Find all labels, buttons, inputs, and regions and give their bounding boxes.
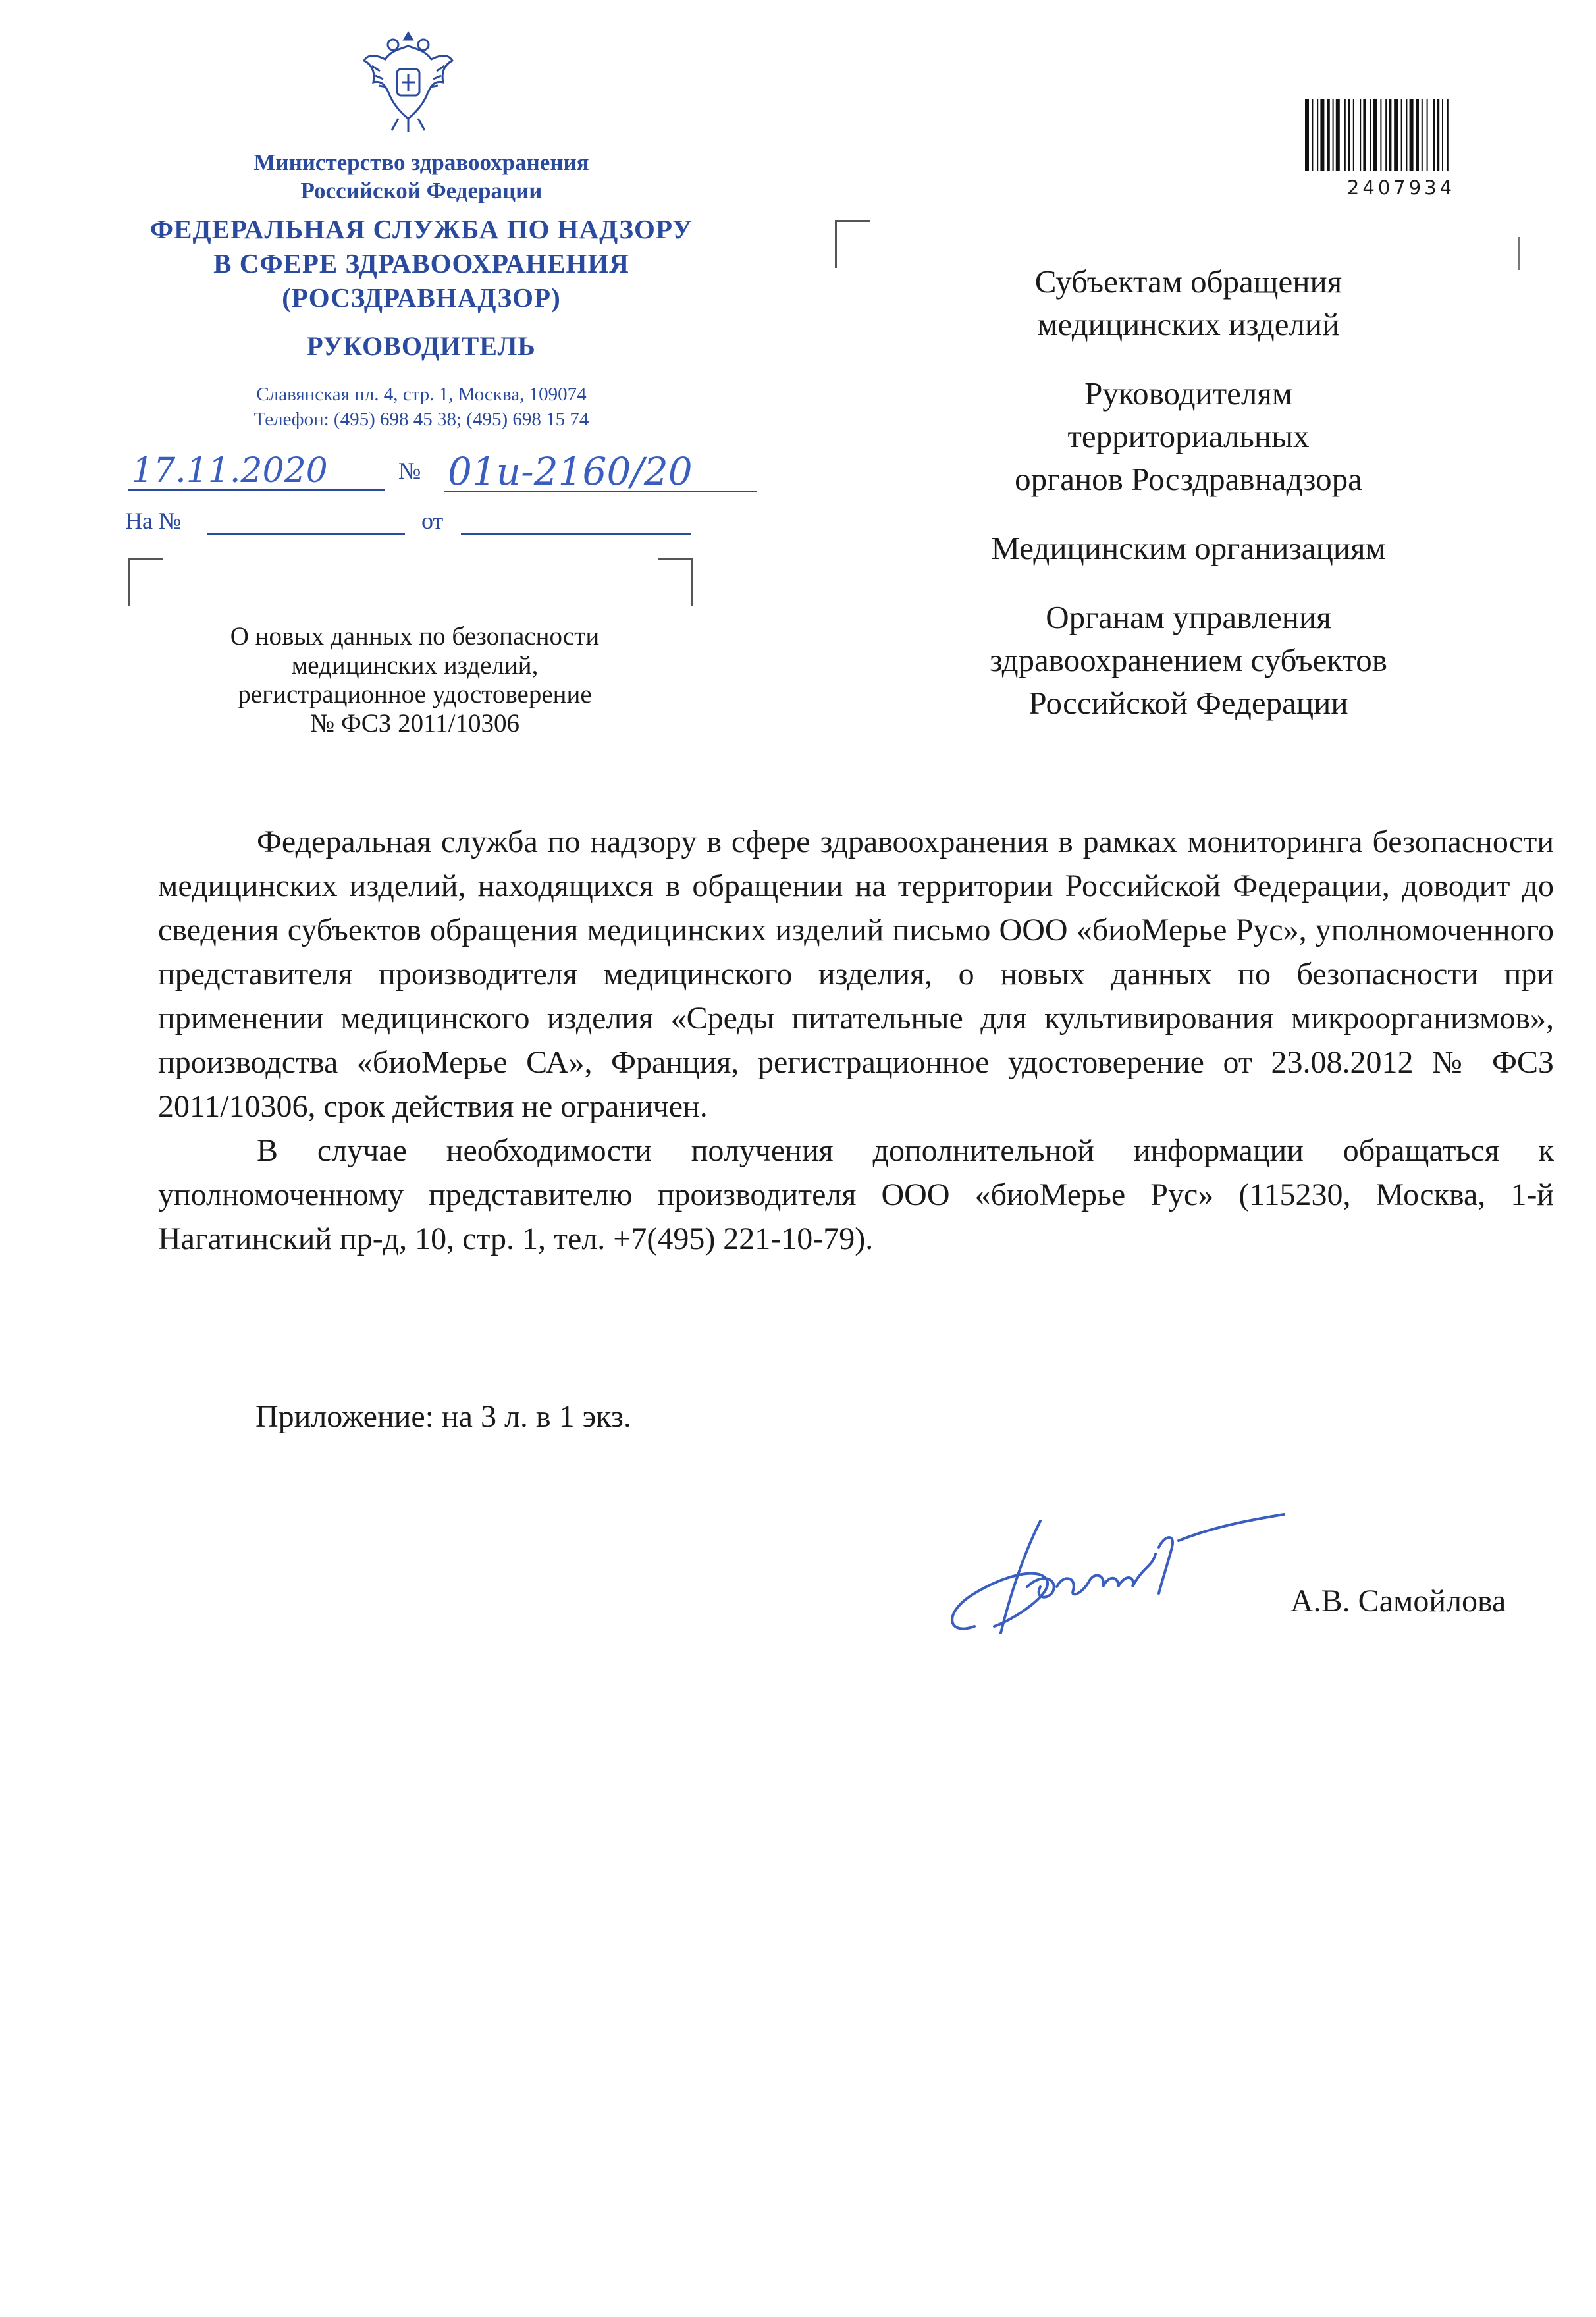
barcode-bar — [1447, 99, 1449, 171]
addressee — [909, 260, 1468, 346]
barcode-bar — [1336, 99, 1340, 171]
subject-line: регистрационное удостоверение — [238, 680, 592, 708]
addressee — [909, 372, 1468, 500]
ministry-name — [165, 148, 678, 205]
barcode-bar — [1353, 99, 1354, 171]
barcode-bar — [1370, 99, 1371, 171]
reference-date-line — [461, 533, 691, 535]
agency-line-2: В СФЕРЕ ЗДРАВООХРАНЕНИЯ — [213, 248, 629, 279]
addressee — [909, 527, 1468, 570]
addressee — [909, 596, 1468, 724]
barcode-bar — [1394, 99, 1398, 171]
svg-text:17.11.2020: 17.11.2020 — [132, 451, 328, 491]
barcode-bar — [1333, 99, 1334, 171]
phone-line: Телефон: (495) 698 45 38; (495) 698 15 74 — [253, 409, 589, 430]
head-title: РУКОВОДИТЕЛЬ — [307, 331, 536, 361]
barcode-bar — [1363, 99, 1366, 171]
addressee-bracket — [835, 220, 870, 268]
barcode-bar — [1327, 99, 1330, 171]
reference-date-label: от — [421, 508, 444, 534]
barcode-bar — [1348, 99, 1350, 171]
barcode-bar — [1389, 99, 1391, 171]
registration-date — [125, 448, 388, 494]
addressee-line: медицинских изделий — [1037, 306, 1340, 342]
barcode-bar — [1373, 99, 1377, 171]
barcode — [1302, 99, 1500, 171]
subject-bracket-left — [128, 558, 163, 606]
barcode-bar — [1385, 99, 1387, 171]
letter-body — [158, 820, 1554, 1261]
appendix-note: Приложение: на 3 л. в 1 экз. — [255, 1399, 631, 1434]
barcode-bar — [1433, 99, 1435, 171]
barcode-bar — [1312, 99, 1313, 171]
svg-text:01и-2160/20: 01и-2160/20 — [448, 449, 693, 494]
barcode-bar — [1305, 99, 1309, 171]
subject-bracket-right — [658, 558, 693, 606]
barcode-bar — [1380, 99, 1381, 171]
subject-line: медицинских изделий, — [291, 651, 539, 679]
barcode-bar — [1422, 99, 1423, 171]
addressee-line: Медицинским организациям — [991, 530, 1386, 566]
barcode-bar — [1401, 99, 1402, 171]
addressee-bracket-right — [1518, 237, 1520, 270]
addressee-line: здравоохранением субъектов — [990, 642, 1387, 678]
barcode-bar — [1360, 99, 1361, 171]
barcode-bar — [1437, 99, 1439, 171]
barcode-bar — [1410, 99, 1414, 171]
barcode-bar — [1344, 99, 1346, 171]
subject-line: № ФСЗ 2011/10306 — [310, 709, 519, 737]
registration-number — [441, 448, 810, 500]
reference-number-line — [207, 533, 405, 535]
agency-address — [132, 382, 711, 432]
registration-row — [125, 448, 810, 500]
addressee-line: органов Росздравнадзора — [1015, 461, 1362, 497]
letter-subject — [151, 622, 678, 738]
addressee-line: Российской Федерации — [1028, 685, 1348, 721]
body-paragraph: Федеральная служба по надзору в сфере здравоохранения в рамках мониторинга безопасности медицинских изделий, находящихся в обращении на территории Российской Федерации, доводит до сведения субъектов обращения медицинских изделий письмо ООО «биоМерье Рус», уполномоченного представителя производителя медицинского изделия, о новых данных по безопасности при применении медицинского изделия «Среды питательные для культивирования микроорганизмов», производства «биоМерье СА», Франция, регистрационное удостоверение от 23.08.2012 № ФСЗ 2011/10306, срок действия не ограничен. — [158, 824, 1554, 1124]
agency-line-3: (РОСЗДРАВНАДЗОР) — [282, 282, 561, 313]
barcode-bar — [1416, 99, 1419, 171]
reference-row — [125, 507, 691, 540]
ministry-line-1: Министерство здравоохранения — [253, 149, 589, 175]
agency-name — [99, 212, 744, 315]
barcode-bar — [1320, 99, 1324, 171]
barcode-bar — [1427, 99, 1428, 171]
body-paragraph: В случае необходимости получения дополнительной информации обращаться к уполномоченному представителю производителя ООО «биоМерье Рус» (115230, Москва, 1-й Нагатинский пр-д, 10, стр. 1, тел. +7(495) 221-10-79). — [158, 1133, 1554, 1256]
barcode-bar — [1442, 99, 1443, 171]
barcode-bar — [1406, 99, 1407, 171]
agency-line-1: ФЕДЕРАЛЬНАЯ СЛУЖБА ПО НАДЗОРУ — [149, 214, 693, 244]
addressee-line: территориальных — [1067, 418, 1310, 454]
addressee-line: Субъектам обращения — [1034, 263, 1343, 300]
state-emblem-icon — [359, 20, 458, 135]
barcode-bar — [1317, 99, 1318, 171]
ministry-line-2: Российской Федерации — [300, 178, 543, 203]
addressee-line: Руководителям — [1084, 375, 1292, 412]
signatory-name: А.В. Самойлова — [1290, 1584, 1506, 1618]
addressee-list — [909, 260, 1468, 751]
handwritten-signature — [935, 1495, 1356, 1659]
addressee-line: Органам управления — [1046, 599, 1331, 635]
subject-line: О новых данных по безопасности — [230, 622, 600, 651]
number-label: № — [398, 458, 421, 484]
barcode-number: 2407934 — [1346, 176, 1456, 199]
address-line: Славянская пл. 4, стр. 1, Москва, 109074 — [256, 384, 587, 405]
reference-number-label: На № — [125, 508, 182, 534]
